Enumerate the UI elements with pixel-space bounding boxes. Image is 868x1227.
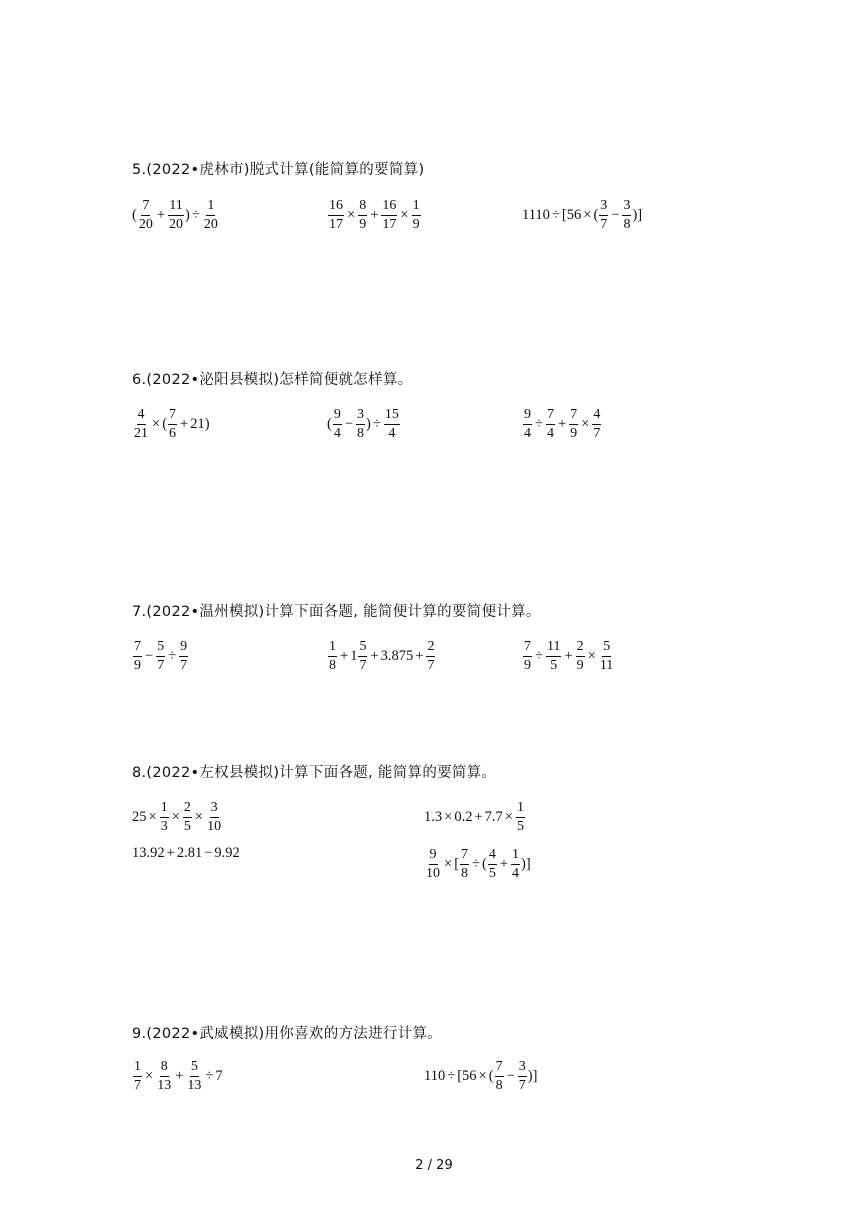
fraction: $\frac{1}{7}$ xyxy=(134,1058,141,1093)
fraction: $\frac{16}{17}$ xyxy=(382,197,397,232)
fraction: $\frac{9}{10}$ xyxy=(426,846,440,881)
fraction: $\frac{5}{13}$ xyxy=(187,1058,202,1093)
expression-7b: $\frac{1}{8}$ + 1 $\frac{5}{7}$ + 3.875 + $\frac{2}{7}$ xyxy=(329,638,435,673)
page-number: 2 / 29 xyxy=(415,1158,453,1173)
expression-6c: $\frac{9}{4}$ ÷ $\frac{7}{4}$ + $\frac{7}{9}$ × $\frac{4}{7}$ xyxy=(524,406,601,441)
fraction: $\frac{7}{8}$ xyxy=(495,1058,503,1093)
fraction: $\frac{3}{7}$ xyxy=(600,197,608,232)
expression-9a: $\frac{1}{7}$ × $\frac{8}{13}$ + $\frac{5}{13}$ ÷ 7 xyxy=(134,1058,223,1093)
question-5-title: 5.(2022•虎林市)脱式计算(能简算的要简算) xyxy=(132,162,425,178)
question-6-title: 6.(2022•泌阳县模拟)怎样简便就怎样算。 xyxy=(132,372,413,388)
fraction: $\frac{2}{5}$ xyxy=(183,799,191,834)
fraction: $\frac{1}{9}$ xyxy=(412,197,420,232)
fraction: $\frac{3}{10}$ xyxy=(207,799,222,834)
fraction: $\frac{7}{8}$ xyxy=(461,846,469,881)
fraction: $\frac{3}{8}$ xyxy=(357,406,365,441)
fraction: $\frac{8}{13}$ xyxy=(157,1058,172,1093)
fraction: $\frac{7}{6}$ xyxy=(169,406,177,441)
fraction: $\frac{4}{7}$ xyxy=(593,406,601,441)
fraction: $\frac{5}{7}$ xyxy=(157,638,165,673)
expression-9b: 110 ÷ [ 56 × ( $\frac{7}{8}$ − $\frac{3}{7}$ )] xyxy=(424,1058,538,1093)
fraction: $\frac{15}{4}$ xyxy=(384,406,399,441)
expression-8a: 25 × $\frac{1}{3}$ × $\frac{2}{5}$ × $\frac{3}{10}$ xyxy=(132,799,222,834)
fraction: $\frac{11}{20}$ xyxy=(169,197,184,232)
fraction: $\frac{3}{7}$ xyxy=(518,1058,526,1093)
expression-5c: 1110 ÷ [ 56 × ( $\frac{3}{7}$ − $\frac{3}{8}$ )] xyxy=(522,197,643,232)
expression-8b: 1.3 × 0.2 + 7.7 × $\frac{1}{5}$ xyxy=(424,799,524,834)
fraction: $\frac{9}{4}$ xyxy=(524,406,531,441)
fraction: $\frac{1}{8}$ xyxy=(329,638,336,673)
question-9-title: 9.(2022•武威模拟)用你喜欢的方法进行计算。 xyxy=(132,1026,443,1042)
fraction: $\frac{11}{5}$ xyxy=(546,638,561,673)
fraction: $\frac{2}{9}$ xyxy=(576,638,584,673)
expression-7c: $\frac{7}{9}$ ÷ $\frac{11}{5}$ + $\frac{2}{9}$ × $\frac{5}{11}$ xyxy=(524,638,614,673)
fraction: $\frac{3}{8}$ xyxy=(623,197,631,232)
fraction: $\frac{7}{4}$ xyxy=(546,406,554,441)
fraction: $\frac{1}{5}$ xyxy=(516,799,524,834)
expression-6b: ( $\frac{9}{4}$ − $\frac{3}{8}$ ) ÷ $\frac{15}{4}$ xyxy=(327,406,399,441)
fraction: $\frac{9}{4}$ xyxy=(333,406,341,441)
fraction: $\frac{7}{9}$ xyxy=(570,406,578,441)
expression-7a: $\frac{7}{9}$ − $\frac{5}{7}$ ÷ $\frac{9}{7}$ xyxy=(134,638,188,673)
fraction: $\frac{2}{7}$ xyxy=(427,638,435,673)
fraction: $\frac{16}{17}$ xyxy=(329,197,343,232)
fraction: $\frac{5}{7}$ xyxy=(359,638,367,673)
question-8-title: 8.(2022•左权县模拟)计算下面各题, 能简算的要简算。 xyxy=(132,765,497,781)
fraction: $\frac{1}{4}$ xyxy=(512,846,520,881)
expression-8c: 13.92 + 2.81 − 9.92 xyxy=(132,844,240,861)
fraction: $\frac{7}{9}$ xyxy=(524,638,531,673)
fraction: $\frac{7}{20}$ xyxy=(138,197,153,232)
question-7-title: 7.(2022•温州模拟)计算下面各题, 能简便计算的要简便计算。 xyxy=(132,604,541,620)
fraction: $\frac{1}{20}$ xyxy=(203,197,218,232)
fraction: $\frac{9}{7}$ xyxy=(180,638,188,673)
expression-8d: $\frac{9}{10}$ × [ $\frac{7}{8}$ ÷ ( $\frac{4}{5}$ + $\frac{1}{4}$ )] xyxy=(426,846,531,881)
fraction: $\frac{8}{9}$ xyxy=(359,197,367,232)
fraction: $\frac{4}{21}$ xyxy=(134,406,148,441)
expression-6a: $\frac{4}{21}$ × ( $\frac{7}{6}$ + 21 ) xyxy=(134,406,210,441)
fraction: $\frac{1}{3}$ xyxy=(160,799,168,834)
expression-5b: $\frac{16}{17}$ × $\frac{8}{9}$ + $\frac{16}{17}$ × $\frac{1}{9}$ xyxy=(329,197,420,232)
fraction: $\frac{4}{5}$ xyxy=(488,846,496,881)
expression-5a: ( $\frac{7}{20}$ + $\frac{11}{20}$ ) ÷ $\frac{1}{20}$ xyxy=(132,197,218,232)
fraction: $\frac{7}{9}$ xyxy=(134,638,141,673)
fraction: $\frac{5}{11}$ xyxy=(599,638,614,673)
